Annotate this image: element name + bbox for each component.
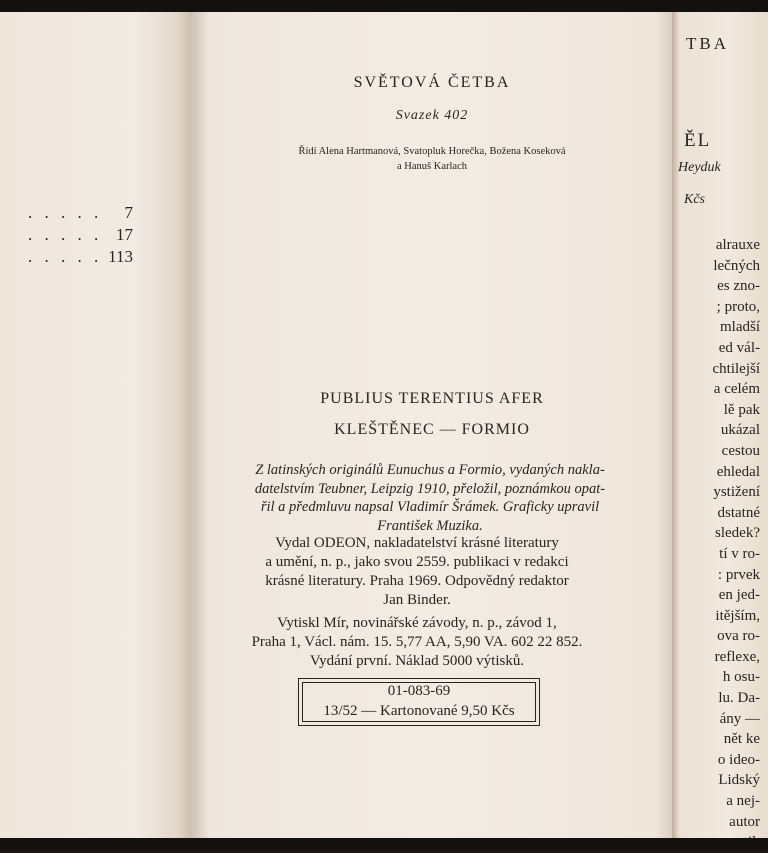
right-heading-fragment: ĚL [684, 130, 712, 151]
table-of-contents [28, 202, 133, 268]
right-text-line: h osu- [722, 669, 760, 686]
note-line: řil a předmluvu napsal Vladimír Šrámek. Graficky upravil [260, 499, 600, 515]
toc-page-number: 17 [116, 225, 133, 244]
left-page [0, 12, 192, 838]
price-box [298, 678, 540, 726]
right-text-line: Lidský [718, 772, 760, 789]
bottom-frame [0, 838, 768, 850]
note-line: Vytiskl Mír, novinářské závody, n. p., závod 1, [277, 615, 557, 631]
right-text-line: dstatné [717, 504, 760, 521]
right-text-line: ány — [719, 710, 760, 727]
right-name-fragment: Heyduk [678, 160, 721, 175]
right-text-line: ukázal [720, 422, 760, 439]
printer-note [236, 614, 598, 671]
note-line: a umění, n. p., jako svou 2559. publikaci v redakci [265, 554, 569, 570]
right-text-line: es zno- [717, 278, 760, 295]
note-line: Jan Binder. [383, 592, 451, 608]
toc-dots: . . . . . [28, 203, 103, 222]
right-text-column [672, 235, 760, 853]
imprint-page [190, 12, 674, 838]
right-text-line: ed vál- [718, 339, 760, 356]
note-line: Vydal ODEON, nakladatelství krásné literatury [275, 535, 559, 551]
right-text-line: autor [729, 813, 760, 830]
volume-number: Svazek 402 [395, 108, 469, 123]
right-price-fragment: Kčs [684, 192, 705, 207]
right-text-line: sledek? [715, 525, 760, 542]
right-text-line: lečných [713, 257, 760, 274]
right-text-line: nět ke [723, 731, 760, 748]
toc-dots: . . . . . [28, 225, 103, 244]
note-line: krásné literatury. Praha 1969. Odpovědný redaktor [265, 573, 569, 589]
toc-dots: . . . . . [28, 247, 103, 266]
note-line: datelstvím Teubner, Leipzig 1910, přeložil, poznámkou opat- [254, 480, 606, 497]
editors-line: Řídí Alena Hartmanová, Svatopluk Horečka, Božena Koseková [298, 146, 566, 157]
note-line: František Muzika. [377, 517, 483, 534]
right-text-line: itějším, [715, 607, 760, 624]
work-title: KLEŠTĚNEC — FORMIO [334, 421, 530, 438]
right-text-line: chtilejší [712, 360, 760, 377]
right-text-line: cestou [721, 442, 760, 459]
right-text-line: lě pak [723, 401, 760, 418]
toc-row [28, 202, 133, 224]
series-title: SVĚTOVÁ ČETBA [353, 74, 511, 91]
right-text-line: mladší [720, 319, 760, 336]
right-text-line: o ideo- [717, 751, 760, 768]
toc-row [28, 246, 133, 268]
right-text-line: lu. Da- [718, 690, 760, 707]
toc-page-number: 113 [108, 247, 133, 266]
right-text-line: alrauxe [715, 237, 760, 253]
right-page [672, 12, 768, 838]
right-text-line: tí v ro- [719, 545, 760, 562]
right-text-line: a nej- [726, 793, 760, 810]
right-text-line: a celém [713, 381, 760, 398]
publisher-note [236, 534, 598, 610]
top-frame [0, 0, 768, 12]
right-text-line: reflexe, [714, 648, 760, 665]
catalog-code: 01-083-69 [387, 683, 451, 699]
toc-page-number: 7 [124, 203, 133, 222]
right-page-header: TBA [686, 34, 729, 53]
editors-line: a Hanuš Karlach [397, 161, 467, 172]
note-line: Vydání první. Náklad 5000 výtisků. [309, 653, 525, 669]
right-text-line: ystižení [713, 484, 760, 501]
editors-credit [190, 144, 674, 174]
translation-note [230, 461, 630, 535]
note-line: Praha 1, Václ. nám. 15. 5,77 AA, 5,90 VA. 602 22 852. [251, 634, 583, 650]
right-text-line: ova ro- [717, 628, 760, 645]
right-text-line: en jed- [718, 587, 760, 604]
right-text-line: : prvek [717, 566, 760, 583]
right-text-line: ; proto, [716, 298, 760, 315]
right-text-line: ehledal [716, 463, 760, 480]
price-label: 13/52 — Kartonované 9,50 Kčs [323, 703, 515, 719]
toc-row [28, 224, 133, 246]
author-name: PUBLIUS TERENTIUS AFER [320, 390, 544, 407]
note-line: Z latinských originálů Eunuchus a Formio, vydaných nakla- [255, 462, 605, 478]
